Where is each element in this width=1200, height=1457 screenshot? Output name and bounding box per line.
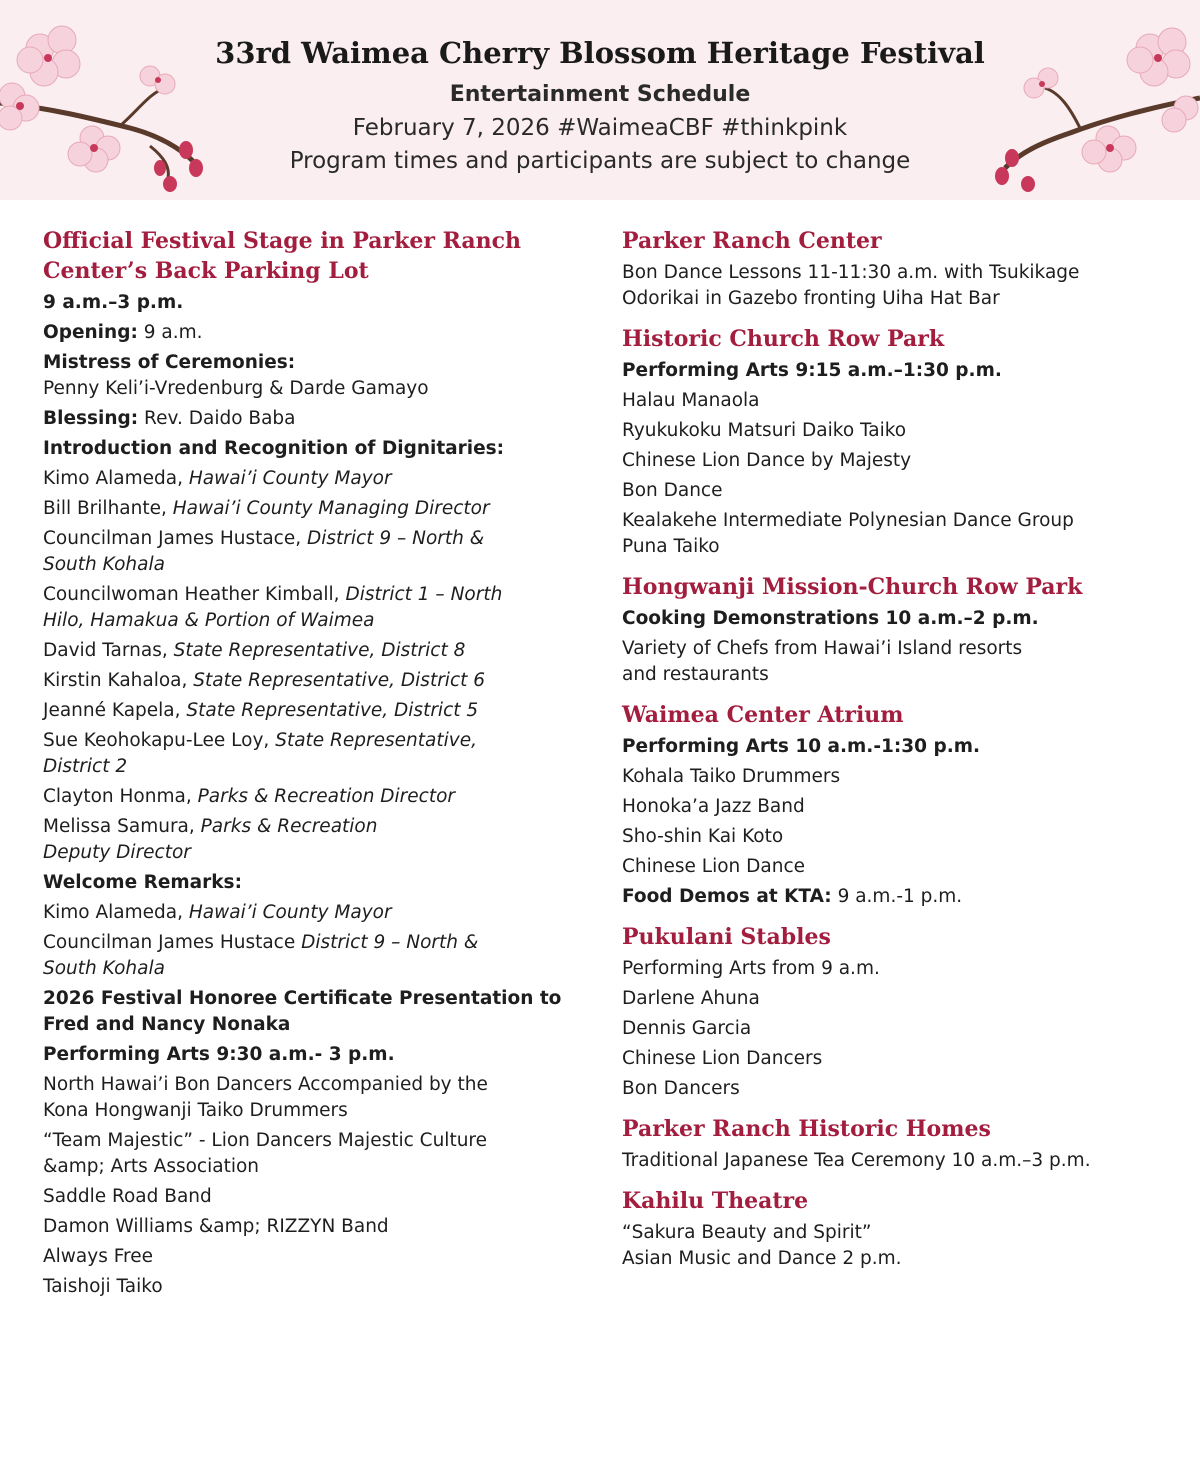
homes-item: Traditional Japanese Tea Ceremony 10 a.m.–3 p.m. <box>622 1150 1091 1171</box>
church-item: Chinese Lion Dance by Majesty <box>622 450 912 471</box>
welcome-name: Councilman James Hustace <box>43 932 302 953</box>
dignitary-item <box>43 728 603 780</box>
honoree-line: 2026 Festival Honoree Certificate Presentation to <box>43 988 562 1009</box>
section-title-official-stage <box>43 226 603 286</box>
dignitary-title: State Representative, District 6 <box>193 670 486 691</box>
welcome-name: Kimo Alameda, <box>43 902 189 923</box>
section-title-hongwanji: Hongwanji Mission-Church Row Park <box>622 574 1083 600</box>
kta-line <box>622 884 1182 910</box>
kahilu-line: Asian Music and Dance 2 p.m. <box>622 1248 902 1269</box>
opening-line <box>43 320 603 346</box>
church-item: Ryukukoku Matsuri Daiko Taiko <box>622 420 907 441</box>
section-title-pukulani-stables: Pukulani Stables <box>622 924 831 950</box>
stables-item: Bon Dancers <box>622 1078 740 1099</box>
schedule-subtitle: Entertainment Schedule <box>449 82 751 107</box>
hongwanji-line: Variety of Chefs from Hawai’i Island resorts <box>622 638 1023 659</box>
welcome-title: District 9 – North & <box>301 932 479 953</box>
performer-item: Always Free <box>43 1246 153 1267</box>
performer-item: Saddle Road Band <box>43 1186 212 1207</box>
dignitary-item <box>43 698 603 724</box>
welcome-label: Welcome Remarks: <box>43 872 242 893</box>
opening-label: Opening: <box>43 322 138 343</box>
section-title-kahilu-theatre: Kahilu Theatre <box>622 1188 809 1214</box>
stables-item: Dennis Garcia <box>622 1018 752 1039</box>
church-item: Bon Dance <box>622 480 723 501</box>
dignitary-name: Clayton Honma, <box>43 786 198 807</box>
welcome-title: South Kohala <box>43 958 165 979</box>
blessing-label: Blessing: <box>43 408 139 429</box>
section-title-line: Center’s Back Parking Lot <box>43 258 369 284</box>
section-title-church-row: Historic Church Row Park <box>622 326 945 352</box>
kahilu-description <box>622 1220 1182 1272</box>
performer-item <box>43 1072 603 1124</box>
dignitary-title: Hawai’i County Managing Director <box>172 498 490 519</box>
dignitary-name: Melissa Samura, <box>43 816 201 837</box>
dignitary-name: Kimo Alameda, <box>43 468 189 489</box>
festival-title: 33rd Waimea Cherry Blossom Heritage Festival <box>215 36 985 70</box>
dignitary-title: District 2 <box>43 756 128 777</box>
dignitary-item <box>43 814 603 866</box>
dignitary-title: Hawai’i County Mayor <box>188 468 392 489</box>
performer-line: Kona Hongwanji Taiko Drummers <box>43 1100 348 1121</box>
dignitary-title: State Representative, <box>275 730 477 751</box>
stables-item: Chinese Lion Dancers <box>622 1048 823 1069</box>
prc-line: Bon Dance Lessons 11-11:30 a.m. with Tsukikage <box>622 262 1080 283</box>
dignitary-item <box>43 496 603 522</box>
stables-item: Performing Arts from 9 a.m. <box>622 958 880 979</box>
welcome-title: Hawai’i County Mayor <box>188 902 392 923</box>
atrium-item: Chinese Lion Dance <box>622 856 806 877</box>
date-hashtags: February 7, 2026 #WaimeaCBF #thinkpink <box>352 115 848 141</box>
honoree-presentation <box>43 986 603 1038</box>
dignitary-item <box>43 638 603 664</box>
performer-line: North Hawai’i Bon Dancers Accompanied by the <box>43 1074 488 1095</box>
mc-value: Penny Keli’i-Vredenburg & Darde Gamayo <box>43 378 429 399</box>
dignitary-title: State Representative, District 8 <box>173 640 466 661</box>
kta-value: 9 a.m.-1 p.m. <box>831 886 963 907</box>
dignitaries-label: Introduction and Recognition of Dignitaries: <box>43 438 505 459</box>
dignitary-name: Councilwoman Heather Kimball, <box>43 584 346 605</box>
atrium-label: Performing Arts 10 a.m.-1:30 p.m. <box>622 736 981 757</box>
blessing-value: Rev. Daido Baba <box>138 408 296 429</box>
dignitary-name: David Tarnas, <box>43 640 174 661</box>
hongwanji-description <box>622 636 1182 688</box>
header-banner <box>0 0 1200 200</box>
dignitary-title: State Representative, District 5 <box>186 700 479 721</box>
dignitary-title: South Kohala <box>43 554 165 575</box>
left-column <box>43 226 603 1304</box>
dignitary-item <box>43 582 603 634</box>
dignitary-title: Deputy Director <box>43 842 191 863</box>
dignitary-title: Parks & Recreation Director <box>197 786 456 807</box>
welcome-item <box>43 900 603 926</box>
church-performing-label: Performing Arts 9:15 a.m.–1:30 p.m. <box>622 360 1002 381</box>
kahilu-line: “Sakura Beauty and Spirit” <box>622 1222 872 1243</box>
dignitary-item <box>43 466 603 492</box>
dignitary-title: Parks & Recreation <box>200 816 378 837</box>
dignitary-item <box>43 526 603 578</box>
performer-item: Taishoji Taiko <box>43 1276 163 1297</box>
section-title-waimea-atrium: Waimea Center Atrium <box>622 702 904 728</box>
stage-hours: 9 a.m.–3 p.m. <box>43 292 184 313</box>
church-item: Kealakehe Intermediate Polynesian Dance Group <box>622 510 1074 531</box>
performing-arts-label: Performing Arts 9:30 a.m.- 3 p.m. <box>43 1044 395 1065</box>
section-title-parker-ranch-center: Parker Ranch Center <box>622 228 882 254</box>
kta-label: Food Demos at KTA: <box>622 886 832 907</box>
atrium-item: Sho-shin Kai Koto <box>622 826 784 847</box>
blessing-line <box>43 406 603 432</box>
right-column <box>622 226 1182 1276</box>
performer-line: &amp; Arts Association <box>43 1156 260 1177</box>
honoree-line: Fred and Nancy Nonaka <box>43 1014 291 1035</box>
dignitary-name: Bill Brilhante, <box>43 498 173 519</box>
dignitary-name: Sue Keohokapu-Lee Loy, <box>43 730 276 751</box>
opening-value: 9 a.m. <box>137 322 203 343</box>
performer-item: Damon Williams &amp; RIZZYN Band <box>43 1216 389 1237</box>
welcome-item <box>43 930 603 982</box>
atrium-item: Kohala Taiko Drummers <box>622 766 841 787</box>
dignitary-name: Councilman James Hustace, <box>43 528 307 549</box>
dignitary-item <box>43 784 603 810</box>
dignitary-title: District 1 – North <box>345 584 503 605</box>
stables-item: Darlene Ahuna <box>622 988 760 1009</box>
dignitary-name: Kirstin Kahaloa, <box>43 670 194 691</box>
church-item: Halau Manaola <box>622 390 760 411</box>
prc-description <box>622 260 1182 312</box>
hongwanji-line: and restaurants <box>622 664 769 685</box>
prc-line: Odorikai in Gazebo fronting Uiha Hat Bar <box>622 288 1000 309</box>
dignitary-title: Hilo, Hamakua & Portion of Waimea <box>43 610 375 631</box>
hongwanji-label: Cooking Demonstrations 10 a.m.–2 p.m. <box>622 608 1039 629</box>
schedule-disclaimer: Program times and participants are subject to change <box>289 148 911 174</box>
section-title-historic-homes: Parker Ranch Historic Homes <box>622 1116 991 1142</box>
atrium-item: Honoka’a Jazz Band <box>622 796 805 817</box>
section-title-line: Official Festival Stage in Parker Ranch <box>43 228 522 254</box>
mc-label: Mistress of Ceremonies: <box>43 352 296 373</box>
dignitary-title: District 9 – North & <box>307 528 485 549</box>
performer-line: “Team Majestic” - Lion Dancers Majestic Culture <box>43 1130 488 1151</box>
performer-item <box>43 1128 603 1180</box>
dignitary-item <box>43 668 603 694</box>
dignitary-name: Jeanné Kapela, <box>43 700 187 721</box>
church-item: Puna Taiko <box>622 536 720 557</box>
